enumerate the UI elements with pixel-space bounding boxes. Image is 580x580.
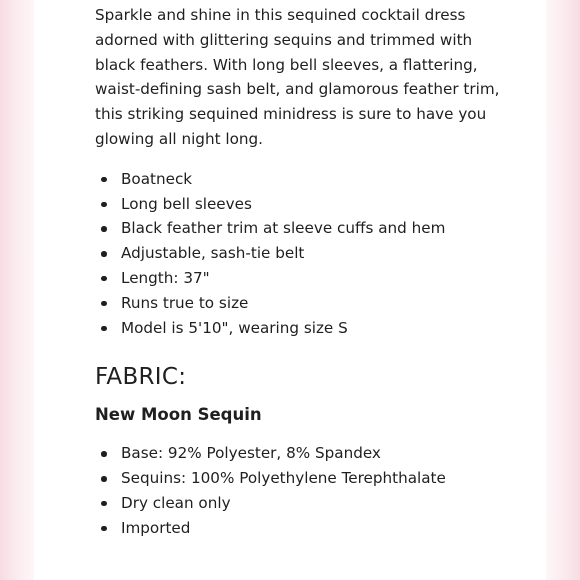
feature-item: Boatneck — [95, 167, 515, 192]
fabric-detail-item: Dry clean only — [95, 491, 515, 516]
feature-item: Black feather trim at sleeve cuffs and hem — [95, 216, 515, 241]
fabric-details-list — [95, 441, 515, 540]
feature-item: Length: 37" — [95, 266, 515, 291]
product-description: Sparkle and shine in this sequined cocktail dress adorned with glittering sequins and trimmed with black feathers. With long bell sleeves, a flattering, waist-defining sash belt, and glamorous feather trim, this striking sequined minidress is sure to have you glowing all night long. — [95, 6, 500, 148]
feature-item: Adjustable, sash-tie belt — [95, 241, 515, 266]
product-details-content — [95, 3, 515, 541]
fabric-heading: FABRIC: — [95, 364, 187, 391]
fabric-detail-item: Base: 92% Polyester, 8% Spandex — [95, 441, 515, 466]
fabric-name: New Moon Sequin — [95, 405, 262, 425]
fabric-detail-item: Imported — [95, 516, 515, 541]
feature-item: Model is 5'10", wearing size S — [95, 316, 515, 341]
feature-item: Runs true to size — [95, 291, 515, 316]
fabric-detail-item: Sequins: 100% Polyethylene Terephthalate — [95, 466, 515, 491]
product-details-card — [34, 0, 546, 580]
feature-list — [95, 167, 515, 341]
feature-item: Long bell sleeves — [95, 192, 515, 217]
